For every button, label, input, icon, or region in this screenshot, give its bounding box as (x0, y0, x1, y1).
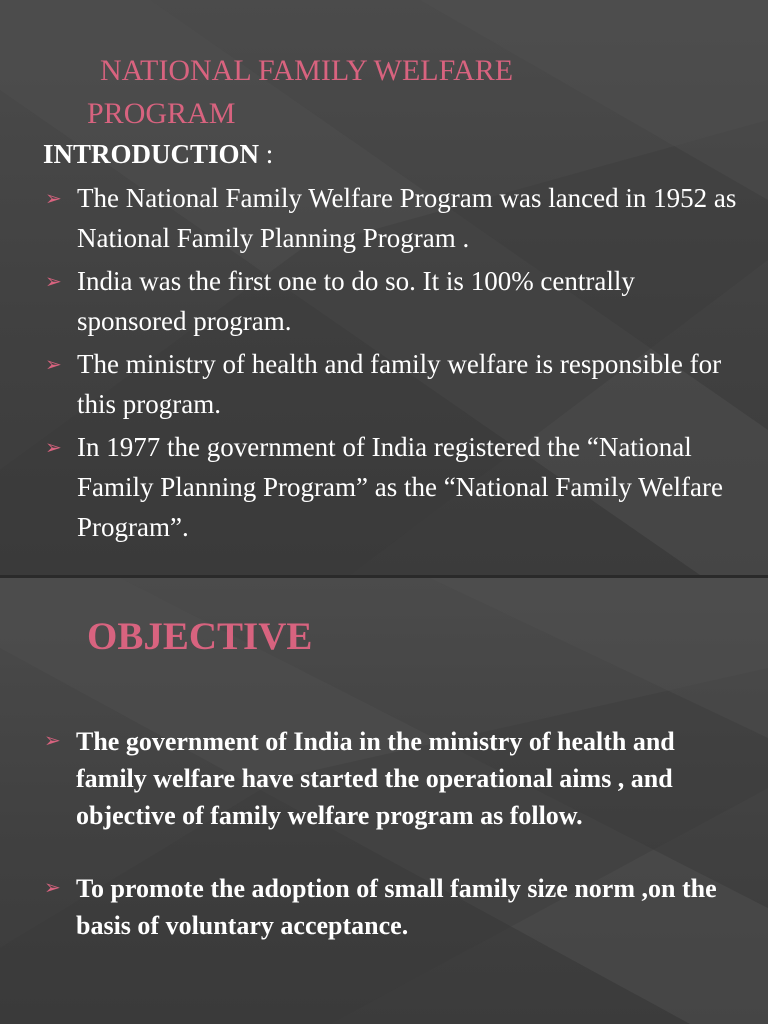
bullet-text: India was the first one to do so. It is 100% centrally sponsored program. (77, 266, 635, 336)
bullet-text: The ministry of health and family welfare is responsible for this program. (77, 349, 722, 419)
arrow-bullet-icon: ➢ (45, 186, 62, 210)
bullet-item (44, 723, 726, 834)
bullet-item (45, 178, 747, 258)
slide-objective (0, 578, 768, 1024)
arrow-bullet-icon: ➢ (45, 352, 62, 376)
bullet-item (45, 344, 747, 424)
slide-title-line-2: PROGRAM (87, 97, 236, 130)
bullet-item (45, 427, 747, 547)
introduction-heading (43, 134, 273, 174)
slide-title: OBJECTIVE (87, 615, 313, 658)
bullet-text: The National Family Welfare Program was lanced in 1952 as National Family Planning Program . (77, 183, 737, 253)
introduction-label: INTRODUCTION (43, 139, 260, 169)
bullet-text: To promote the adoption of small family size norm ,on the basis of voluntary acceptance. (76, 874, 717, 940)
arrow-bullet-icon: ➢ (44, 875, 61, 899)
objective-bullet-list (44, 723, 726, 944)
slide-title-line-1: NATIONAL FAMILY WELFARE (100, 54, 514, 87)
arrow-bullet-icon: ➢ (45, 269, 62, 293)
bullet-text: The government of India in the ministry of health and family welfare have started the operational aims , and objective of family welfare program as follow. (76, 727, 675, 830)
introduction-colon: : (259, 139, 274, 169)
arrow-bullet-icon: ➢ (44, 728, 61, 752)
introduction-bullet-list (45, 178, 747, 550)
bullet-item (44, 870, 726, 944)
arrow-bullet-icon: ➢ (45, 435, 62, 459)
bullet-text: In 1977 the government of India registered the “National Family Planning Program” as the “National Family Welfare Program”. (77, 432, 723, 542)
bullet-item (45, 261, 747, 341)
